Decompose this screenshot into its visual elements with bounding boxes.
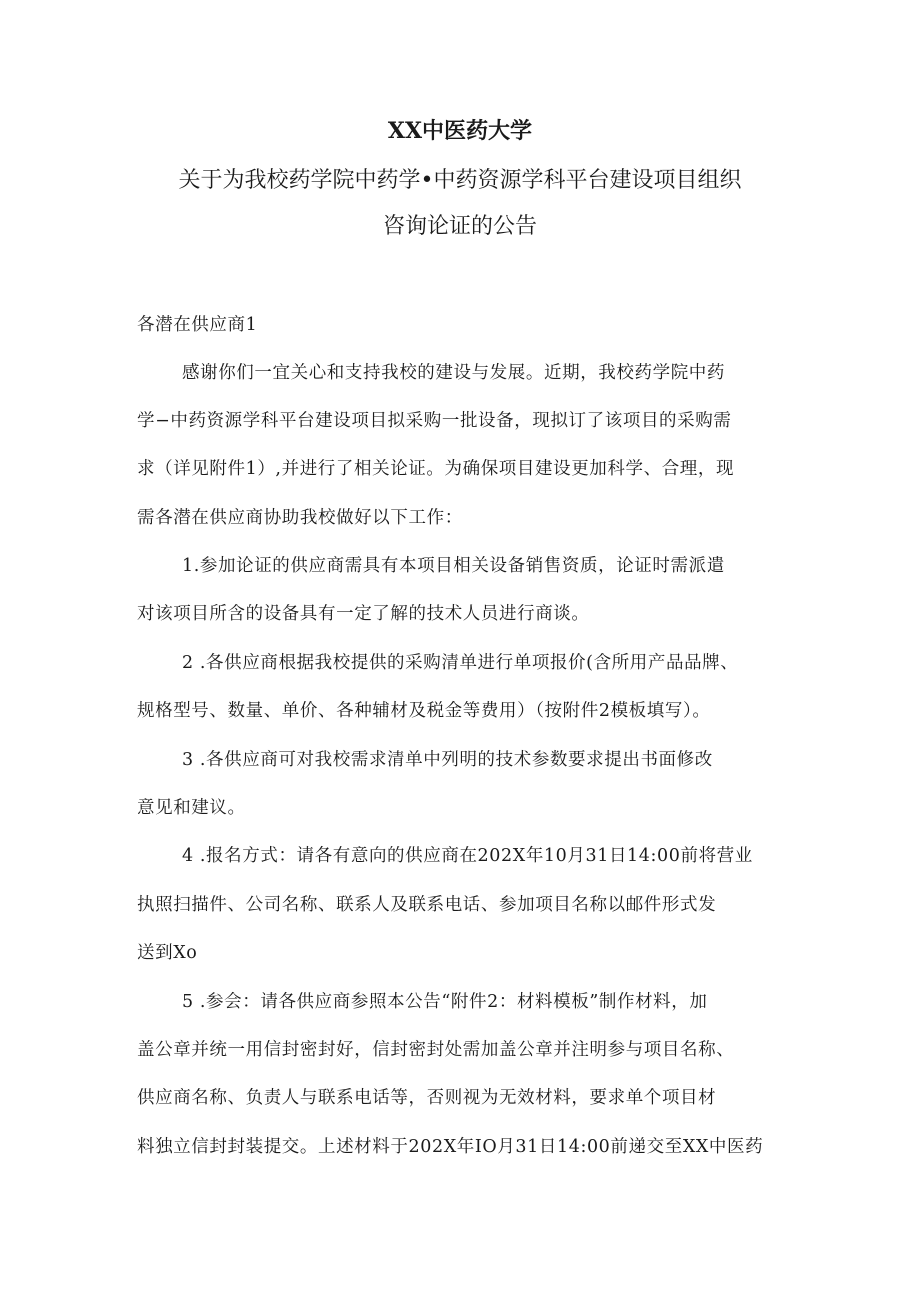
paragraph-line: 感谢你们一宜关心和支持我校的建设与发展。近期，我校药学院中药 (182, 363, 725, 383)
paragraph-line: 盖公章并统一用信封密封好，信封密封处需加盖公章并注明参与项目名称、 (137, 1040, 735, 1060)
paragraph-line: 料独立信封封装提交。上述材料于202X年IO月31日14:00前递交至XX中医药 (137, 1137, 764, 1157)
salutation: 各潜在供应商1 (137, 315, 258, 335)
paragraph-line: 意见和建议。 (137, 798, 246, 818)
document-title-line-2: 关于为我校药学院中药学•中药资源学科平台建设项目组织 (178, 168, 742, 193)
paragraph-line: 供应商名称、负责人与联系电话等，否则视为无效材料，要求单个项目材 (137, 1088, 717, 1108)
document-title-university: XX中医药大学 (387, 118, 533, 144)
paragraph-line: 执照扫描件、公司名称、联系人及联系电话、参加项目名称以邮件形式发 (137, 895, 717, 915)
document-title-line-3: 咨询论证的公告 (382, 214, 537, 239)
paragraph-line: 3 .各供应商可对我校需求清单中列明的技术参数要求提出书面修改 (182, 750, 713, 770)
paragraph-line: 1.参加论证的供应商需具有本项目相关设备销售资质，论证时需派遣 (182, 556, 725, 576)
paragraph-line: 送到Xo (137, 943, 198, 963)
paragraph-line: 规格型号、数量、单价、各种辅材及税金等费用）（按附件2模板填写）。 (137, 701, 711, 721)
paragraph-line: 学−中药资源学科平台建设项目拟采购一批设备，现拟订了该项目的采购需 (137, 411, 732, 431)
paragraph-line: 对该项目所含的设备具有一定了解的技术人员进行商谈。 (137, 604, 590, 624)
paragraph-line: 5 .参会：请各供应商参照本公告“附件2：材料模板”制作材料，加 (182, 992, 708, 1012)
paragraph-line: 2 .各供应商根据我校提供的采购清单进行单项报价(含所用产品品牌、 (182, 653, 739, 673)
paragraph-line: 求（详见附件1）,并进行了相关论证。为确保项目建设更加科学、合理，现 (137, 459, 735, 479)
paragraph-line: 4 .报名方式：请各有意向的供应商在202X年10月31日14:00前将营业 (182, 846, 753, 866)
paragraph-line: 需各潜在供应商协助我校做好以下工作： (137, 508, 463, 528)
